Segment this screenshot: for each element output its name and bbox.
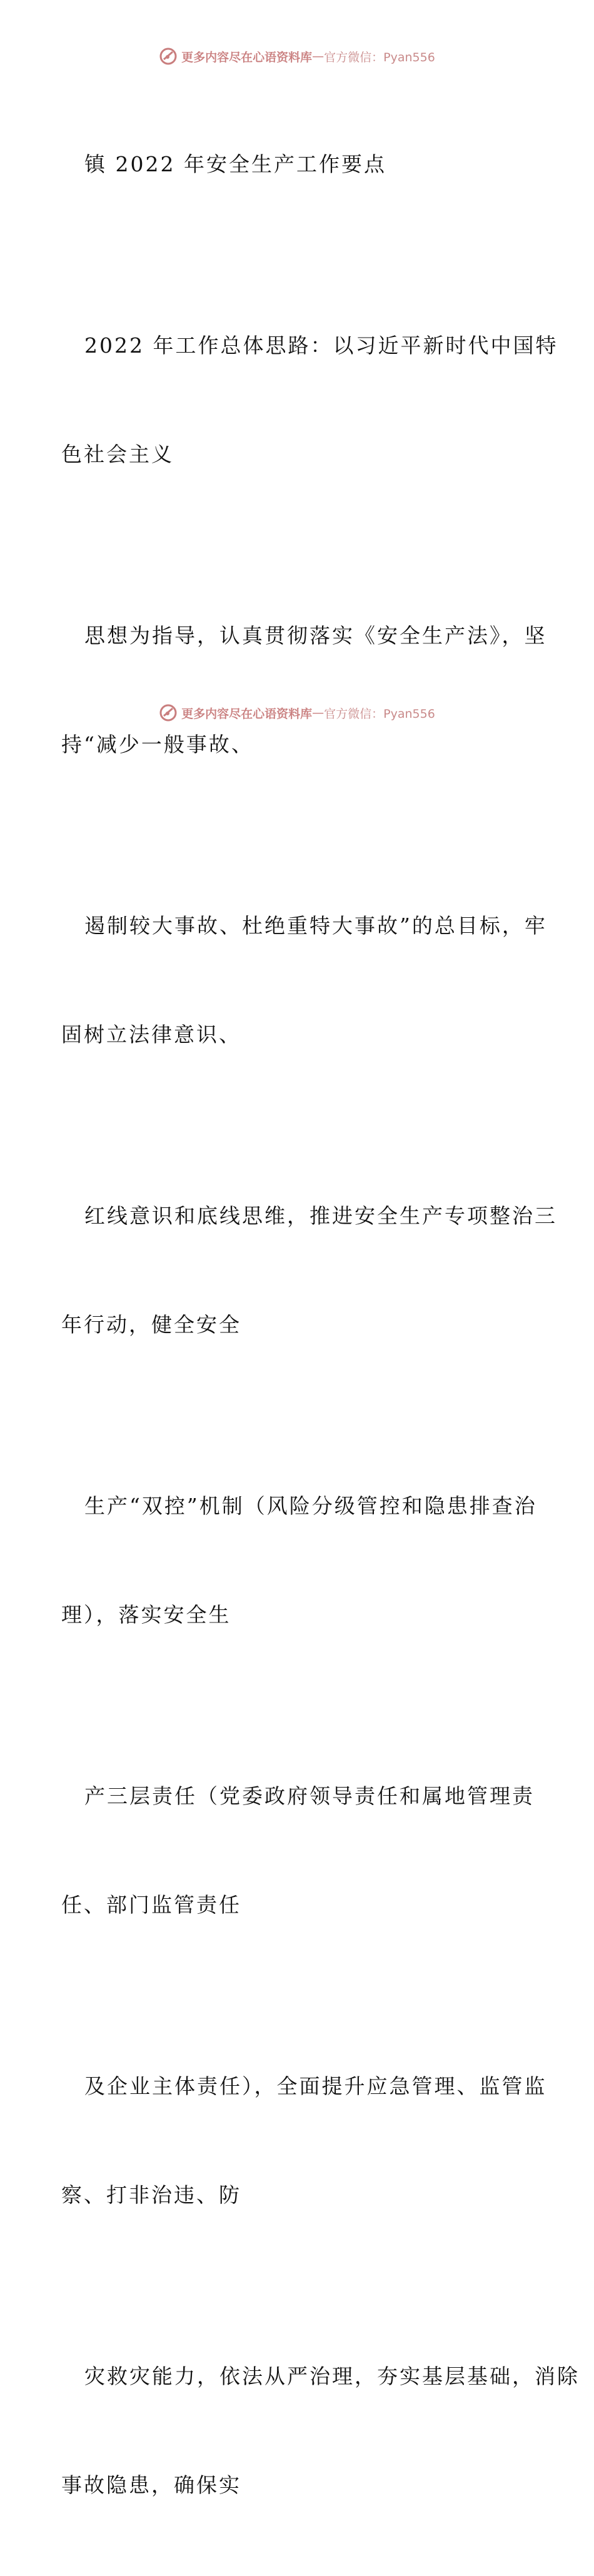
brush-seal-icon bbox=[159, 703, 178, 722]
brush-seal-icon bbox=[159, 47, 178, 66]
paragraph-line: 生产“双控”机制（风险分级管控和隐患排查治 bbox=[84, 1494, 537, 1518]
paragraph-line: 持“减少一般事故、 bbox=[61, 732, 254, 757]
watermark-main-text: 更多内容尽在心语资料库 bbox=[181, 707, 313, 721]
paragraph-line: 任、部门监管责任 bbox=[61, 1893, 241, 1917]
document-body bbox=[61, 74, 580, 2576]
paragraph-line: 理），落实安全生 bbox=[61, 1602, 231, 1627]
paragraph-line: 2022 年工作总体思路：以习近平新时代中国特 bbox=[84, 333, 558, 358]
paragraph bbox=[61, 1125, 557, 1416]
paragraph bbox=[61, 2286, 580, 2576]
paragraph bbox=[61, 255, 558, 545]
paragraph-line: 灾救灾能力，依法从严治理，夯实基层基础，消除 bbox=[84, 2364, 580, 2388]
watermark-separator: — bbox=[312, 706, 325, 720]
watermark-separator: — bbox=[312, 49, 325, 63]
footer-watermark bbox=[0, 700, 594, 725]
paragraph bbox=[61, 545, 547, 835]
paragraph bbox=[61, 835, 547, 1125]
watermark-contact-text: 官方微信：Pyan556 bbox=[324, 50, 435, 64]
paragraph bbox=[61, 1996, 547, 2286]
paragraph bbox=[61, 1706, 535, 1996]
header-watermark bbox=[0, 44, 594, 69]
paragraph-line: 遏制较大事故、杜绝重特大事故”的总目标，牢 bbox=[84, 913, 547, 938]
paragraph-line: 事故隐患，确保实 bbox=[61, 2473, 241, 2497]
paragraph-line: 思想为指导，认真贯彻落实《安全生产法》，坚 bbox=[84, 623, 547, 648]
title-line: 镇 2022 年安全生产工作要点 bbox=[84, 152, 386, 176]
watermark-contact-text: 官方微信：Pyan556 bbox=[324, 707, 435, 721]
watermark-main-text: 更多内容尽在心语资料库 bbox=[181, 50, 313, 64]
paragraph-line: 及企业主体责任），全面提升应急管理、监管监 bbox=[84, 2074, 547, 2098]
paragraph-line: 察、打非治违、防 bbox=[61, 2183, 241, 2207]
paragraph-line: 红线意识和底线思维，推进安全生产专项整治三 bbox=[84, 1204, 557, 1228]
paragraph-line: 产三层责任（党委政府领导责任和属地管理责 bbox=[84, 1784, 535, 1808]
paragraph-line: 固树立法律意识、 bbox=[61, 1022, 241, 1047]
document-title bbox=[61, 74, 524, 255]
paragraph bbox=[61, 1416, 537, 1706]
paragraph-line: 色社会主义 bbox=[61, 442, 174, 466]
paragraph-line: 年行动，健全安全 bbox=[61, 1312, 241, 1337]
